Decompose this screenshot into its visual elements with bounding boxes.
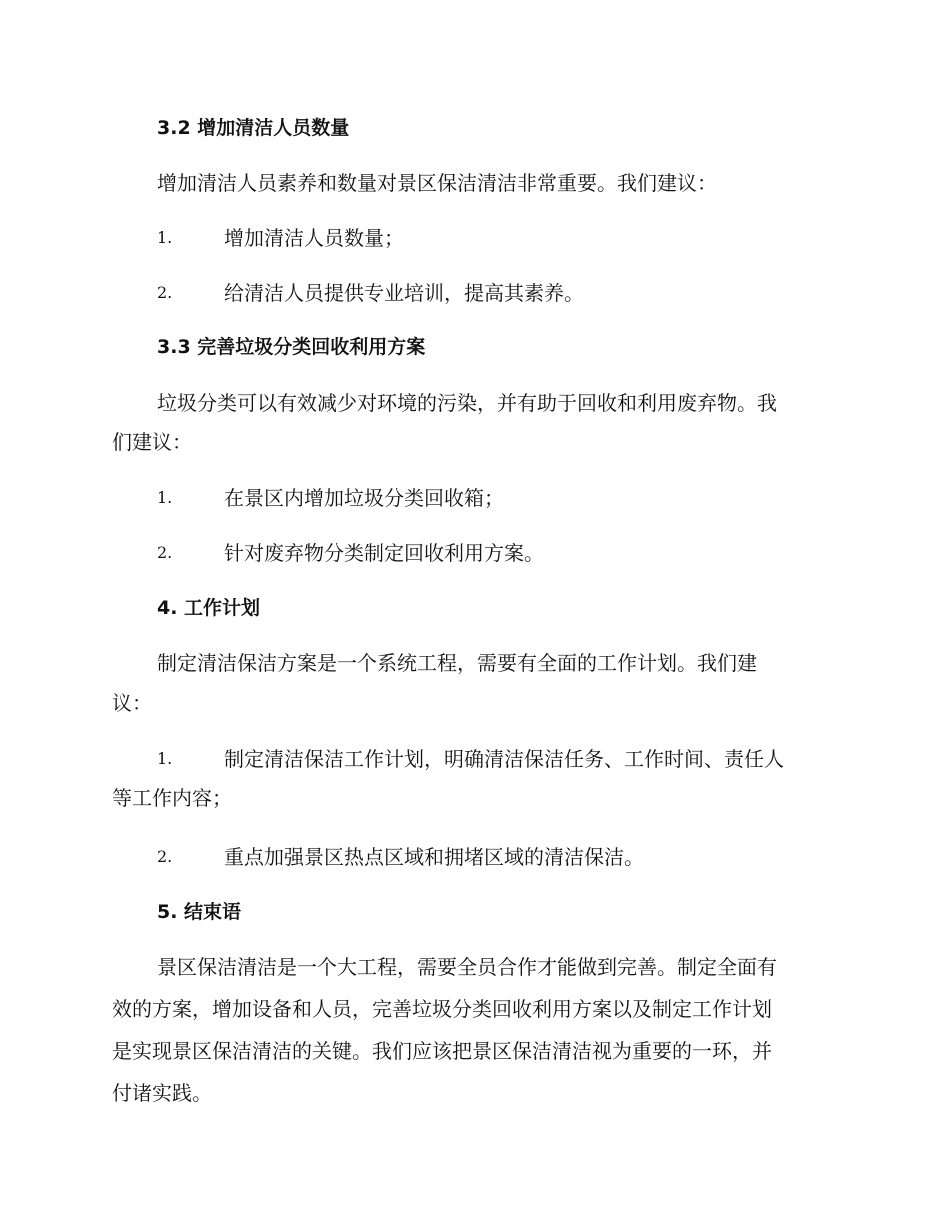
list-item-text: 针对废弃物分类制定回收利用方案。 xyxy=(224,541,544,565)
list-item-text: 给清洁人员提供专业培训，提高其素养。 xyxy=(224,281,584,305)
list-number: 2. xyxy=(157,543,173,562)
list-item-text: 重点加强景区热点区域和拥堵区域的清洁保洁。 xyxy=(224,845,644,869)
list-number: 1. xyxy=(157,488,173,507)
paragraph-3-2-intro: 增加清洁人员素养和数量对景区保洁清洁非常重要。我们建议： xyxy=(157,171,717,195)
list-number: 2. xyxy=(157,847,173,866)
paragraph-5-line-2: 效的方案，增加设备和人员，完善垃圾分类回收利用方案以及制定工作计划 xyxy=(112,997,772,1021)
list-item-text: 制定清洁保洁工作计划，明确清洁保洁任务、工作时间、责任人 xyxy=(224,747,784,771)
list-number: 1. xyxy=(157,228,173,247)
section-heading-3-3: 3.3 完善垃圾分类回收利用方案 xyxy=(157,336,426,358)
list-item-text: 增加清洁人员数量； xyxy=(224,226,404,250)
section-heading-4: 4. 工作计划 xyxy=(157,597,261,619)
paragraph-4-line-1: 制定清洁保洁方案是一个系统工程，需要有全面的工作计划。我们建 xyxy=(157,651,757,675)
list-item-continuation: 等工作内容； xyxy=(112,786,232,810)
paragraph-3-3-line-1: 垃圾分类可以有效减少对环境的污染，并有助于回收和利用废弃物。我 xyxy=(157,391,777,415)
section-heading-5: 5. 结束语 xyxy=(157,901,242,923)
paragraph-5-line-4: 付诸实践。 xyxy=(112,1081,212,1105)
list-number: 1. xyxy=(157,749,173,768)
paragraph-5-line-1: 景区保洁清洁是一个大工程，需要全员合作才能做到完善。制定全面有 xyxy=(157,955,777,979)
paragraph-5-line-3: 是实现景区保洁清洁的关键。我们应该把景区保洁清洁视为重要的一环，并 xyxy=(112,1039,772,1063)
list-item-text: 在景区内增加垃圾分类回收箱； xyxy=(224,486,504,510)
paragraph-4-line-2: 议： xyxy=(112,691,152,715)
list-number: 2. xyxy=(157,283,173,302)
section-heading-3-2: 3.2 增加清洁人员数量 xyxy=(157,117,350,139)
paragraph-3-3-line-2: 们建议： xyxy=(112,430,192,454)
